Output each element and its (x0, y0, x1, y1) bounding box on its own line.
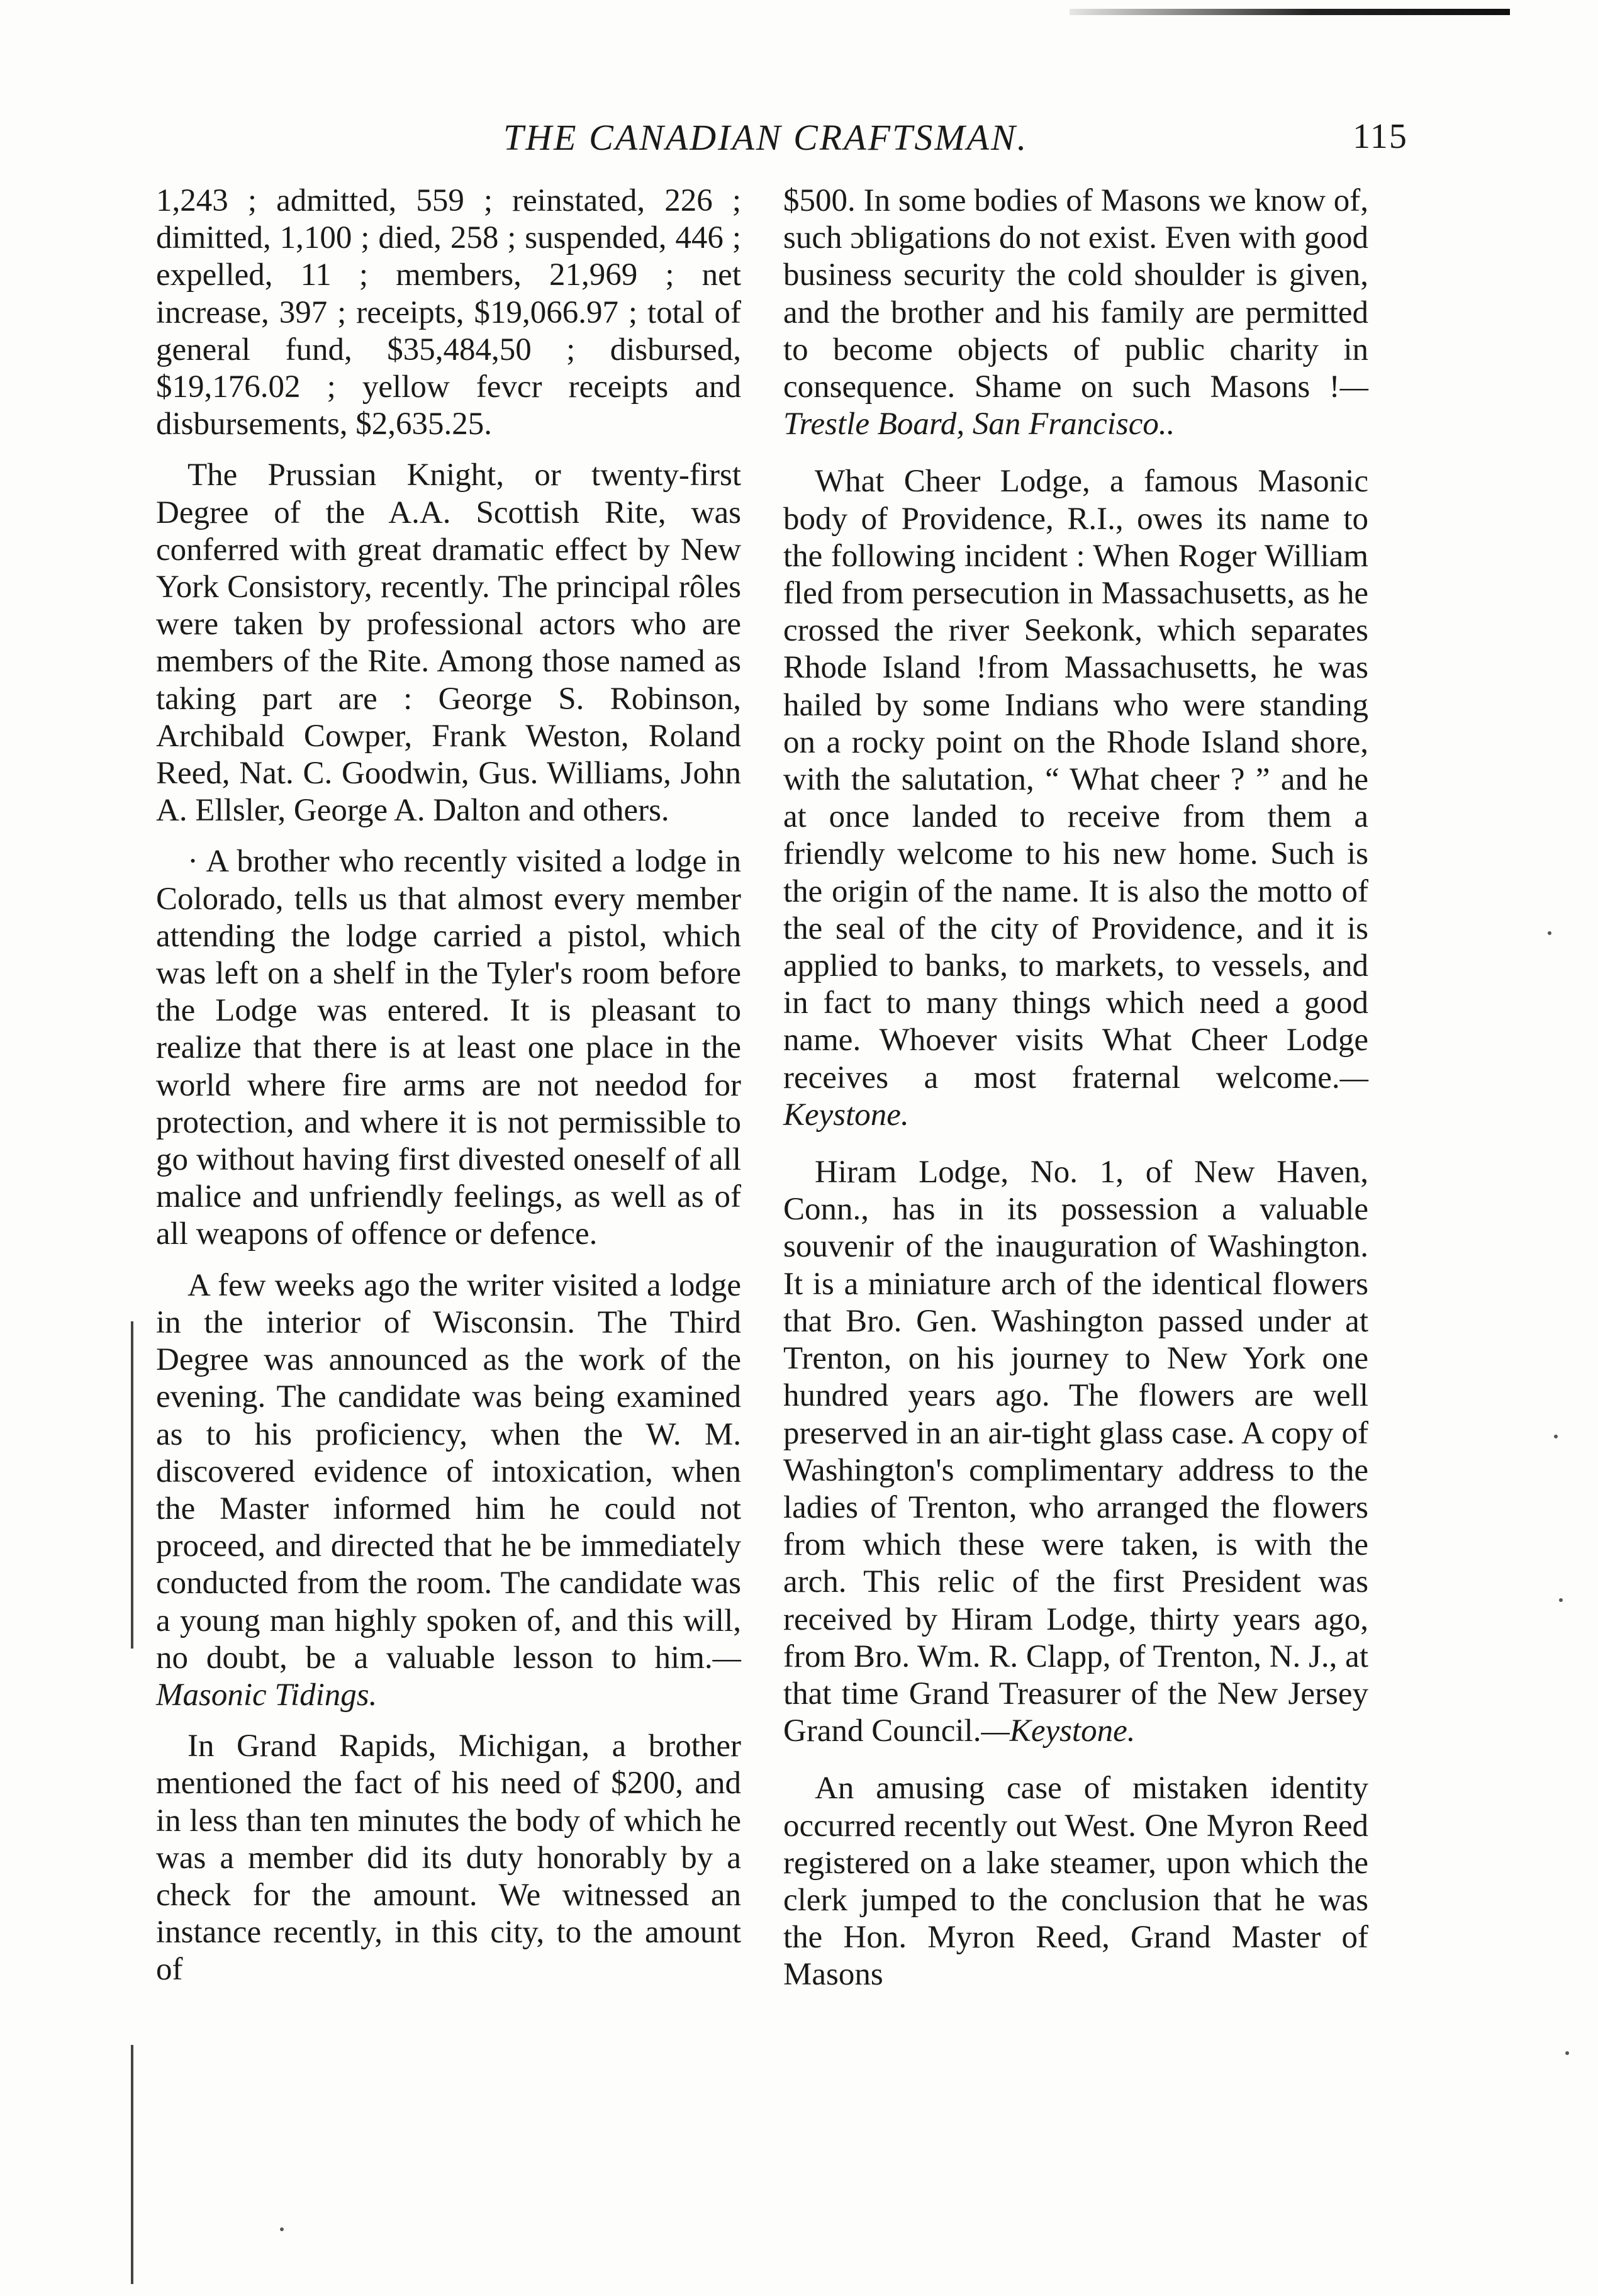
right-column (783, 182, 1368, 1994)
page-number: 115 (1353, 117, 1408, 156)
article-paragraph (783, 1154, 1368, 1750)
article-paragraph (156, 1267, 741, 1714)
article-paragraph: 1,243 ; admitted, 559 ; reinstated, 226 ; dimitted, 1,100 ; died, 258 ; suspended, 446 ; expelled, 11 ; members, 21,969 ; net increase, 397 ; receipts, $19,066.97 ; total of general fund, $35,484,50 ; disbursed, $19,176.02 ; yellow fevcr receipts and disbursements, $2,635.25. (156, 183, 741, 442)
paragraph-text: What Cheer Lodge, a famous Masonic body of Providence, R.I., owes its name to the following incident : When Roger William fled from persecution in Massachusetts, as he crossed the river Seekonk, which separates Rhode Island !from Massachusetts, he was hailed by some Indians who were standing on a rocky point on the Rhode Island shore, with the salutation, “ What cheer ? ” and he at once landed to receive from them a friendly welcome to his new home. Such is the origin of the name. It is also the motto of the seal of the city of Providence, and it is applied to banks, to markets, to vessels, and in fact to many things which need a good name. Whoever visits What Cheer Lodge receives a most fraternal welcome. (783, 464, 1368, 1095)
print-speck (1554, 1435, 1558, 1438)
article-paragraph: · A brother who recently visited a lodge in Colorado, tells us that almost every member attending the lodge carried a pistol, which was left on a shelf in the Tyler's room before the Lodge was entered. It is pleasant to realize that there is at least one place in the world where fire arms are not needod for protection, and where it is not permissible to go without having first divested oneself of all malice and unfriendly feelings, as well as of all weapons of offence or defence. (156, 844, 741, 1252)
article-paragraph: The Prussian Knight, or twenty-first Degree of the A.A. Scottish Rite, was conferred with great dramatic effect by New York Consistory, recently. The principal rôles were taken by professional actors who are members of the Rite. Among those named as taking part are : George S. Robinson, Archibald Cowper, Frank Weston, Roland Reed, Nat. C. Goodwin, Gus. Williams, John A. Ellsler, George A. Dalton and others. (156, 457, 741, 829)
source-credit: —Keystone. (783, 1060, 1368, 1133)
source-credit: —Masonic Tidings. (156, 1640, 741, 1713)
running-title: THE CANADIAN CRAFTSMAN. (503, 117, 1029, 158)
article-paragraph (783, 182, 1368, 443)
paragraph-text: A few weeks ago the writer visited a lodge in the interior of Wisconsin. The Third Degree was announced as the work of the evening. The candidate was being examined as to his proficiency, when the W. M. discovered evidence of intoxication, when the Master informed him he could not proceed, and directed that he be immediately conducted from the room. The candidate was a young man highly spoken of, and this will, no doubt, be a valuable lesson to him. (156, 1267, 741, 1676)
article-paragraph: An amusing case of mistaken identity occurred recently out West. One Myron Reed registered on a lake steamer, upon which the clerk jumped to the conclusion that he was the Hon. Myron Reed, Grand Master of Masons (783, 1771, 1368, 1993)
left-column (156, 182, 741, 1989)
paragraph-text: Hiram Lodge, No. 1, of New Haven, Conn., has in its possession a valuable souvenir of the inauguration of Washington. It is a miniature arch of the identical flowers that Bro. Gen. Washington passed under at Trenton, on his journey to New York one hundred years ago. The flowers are well preserved in an air-tight glass case. A copy of Washington's complimentary address to the ladies of Trenton, who arranged the flowers from which these were taken, is with the arch. This relic of the first President was received by Hiram Lodge, thirty years ago, from Bro. Wm. R. Clapp, of Trenton, N. J., at that time Grand Treasurer of the New Jersey Grand Council. (783, 1155, 1368, 1749)
print-speck (1548, 931, 1551, 935)
margin-mark (131, 1321, 133, 1649)
print-speck (1565, 2051, 1569, 2055)
print-speck (280, 2227, 284, 2231)
source-credit: —Keystone. (981, 1713, 1136, 1749)
running-head (0, 116, 1598, 167)
top-edge-rule (1070, 9, 1510, 15)
print-speck (1559, 1598, 1563, 1602)
article-paragraph (783, 463, 1368, 1134)
paragraph-text: $500. In some bodies of Masons we know of, such ɔbligations do not exist. Even with good business security the cold shoulder is given, and the brother and his family are permitted to become objects of public charity in consequence. Shame on such Masons ! (783, 183, 1368, 405)
article-paragraph: In Grand Rapids, Michigan, a brother mentioned the fact of his need of $200, and in less than ten minutes the body of which he was a member did its duty honorably by a check for the amount. We witnessed an instance recently, in this city, to the amount of (156, 1728, 741, 1988)
margin-mark (131, 2045, 133, 2284)
source-credit: —Trestle Board, San Francisco.. (783, 369, 1368, 442)
